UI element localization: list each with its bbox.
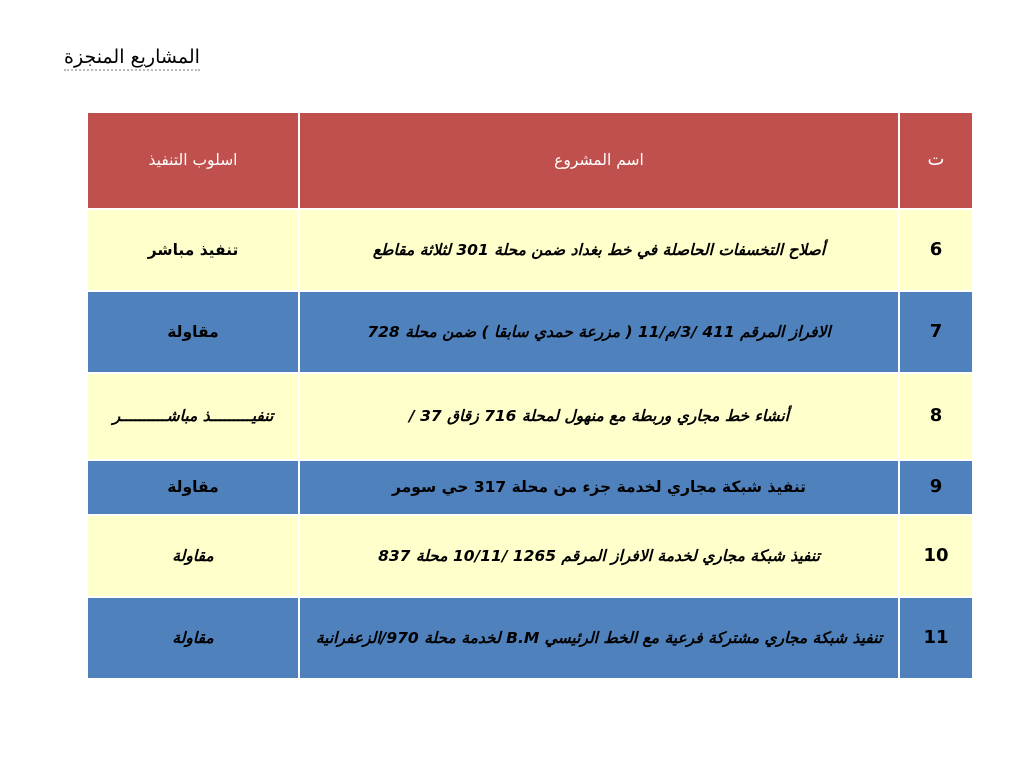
page-title: المشاريع المنجزة xyxy=(64,46,200,71)
row-project-name: أصلاح التخسفات الحاصلة في خط بغداد ضمن محلة 301 لثلاثة مقاطع xyxy=(299,209,899,291)
header-execution-method: اسلوب التنفيذ xyxy=(87,112,299,209)
table-row xyxy=(87,291,973,373)
row-number: 8 xyxy=(899,373,973,460)
table-row xyxy=(87,460,973,515)
table-header-row xyxy=(87,112,973,209)
row-execution-method: تنفيـــــــــذ مباشــــــــــر xyxy=(87,373,299,460)
table-row xyxy=(87,597,973,679)
table-row xyxy=(87,515,973,597)
row-execution-method: مقاولة xyxy=(87,515,299,597)
row-project-name: تنفيذ شبكة مجاري لخدمة جزء من محلة 317 حي سومر xyxy=(299,460,899,515)
row-execution-method: مقاولة xyxy=(87,460,299,515)
table-row xyxy=(87,373,973,460)
row-execution-method: مقاولة xyxy=(87,291,299,373)
projects-table xyxy=(86,111,974,680)
row-number: 10 xyxy=(899,515,973,597)
row-number: 9 xyxy=(899,460,973,515)
row-project-name: الافراز المرقم 411 /3/م/11 ( مزرعة حمدي سابقا ) ضمن محلة 728 xyxy=(299,291,899,373)
row-project-name: أنشاء خط مجاري وربطة مع منهول لمحلة 716 زقاق 37 / xyxy=(299,373,899,460)
header-project-name: اسم المشروع xyxy=(299,112,899,209)
row-number: 7 xyxy=(899,291,973,373)
row-number: 6 xyxy=(899,209,973,291)
row-project-name: تنفيذ شبكة مجاري لخدمة الافراز المرقم 1265 /10/11 محلة 837 xyxy=(299,515,899,597)
row-execution-method: مقاولة xyxy=(87,597,299,679)
row-project-name: تنفيذ شبكة مجاري مشتركة فرعية مع الخط الرئيسي B.M لخدمة محلة 970/الزعفرانية xyxy=(299,597,899,679)
table-row xyxy=(87,209,973,291)
header-number: ت xyxy=(899,112,973,209)
row-execution-method: تنفيذ مباشر xyxy=(87,209,299,291)
row-number: 11 xyxy=(899,597,973,679)
